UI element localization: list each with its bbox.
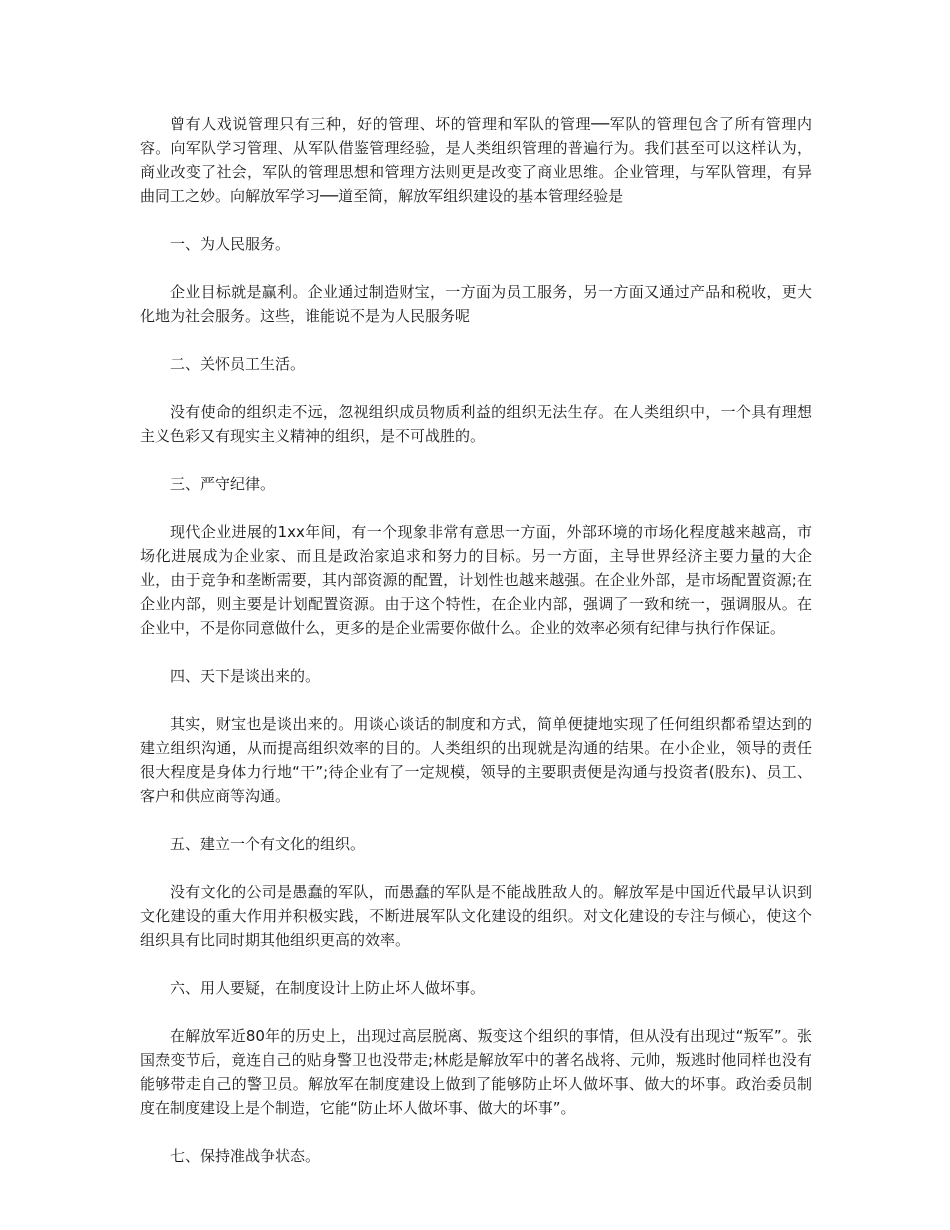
intro-paragraph: 曾有人戏说管理只有三种，好的管理、坏的管理和军队的管理──军队的管理包含了所有管理内容。向军队学习管理、从军队借鉴管理经验，是人类组织管理的普遍行为。我们甚至可以这样认为，商业改变了社会，军队的管理思想和管理方法则更是改变了商业思维。企业管理，与军队管理，有异曲同工之妙。向解放军学习──道至简，解放军组织建设的基本管理经验是 <box>140 115 812 205</box>
section-heading-6: 六、用人要疑，在制度设计上防止坏人做坏事。 <box>170 979 486 997</box>
section-paragraph-6: 在解放军近80年的历史上，出现过高层脱离、叛变这个组织的事情，但从没有出现过“叛军”。张国焘变节后，竟连自己的贴身警卫也没带走;林彪是解放军中的著名战将、元帅，叛逃时他同样也没有能够带走自己的警卫员。解放军在制度建设上做到了能够防止坏人做坏事、做大的坏事。政治委员制度在制度建设上是个制造，它能“防止坏人做坏事、做大的坏事”。 <box>140 1027 812 1117</box>
document-page <box>140 112 812 1192</box>
section-paragraph-2: 没有使命的组织走不远，忽视组织成员物质利益的组织无法生存。在人类组织中，一个具有理想主义色彩又有现实主义精神的组织，是不可战胜的。 <box>140 403 812 445</box>
section-heading-5: 五、建立一个有文化的组织。 <box>170 835 366 853</box>
section-heading-7: 七、保持准战争状态。 <box>170 1147 321 1165</box>
section-heading-4: 四、天下是谈出来的。 <box>170 667 321 685</box>
section-paragraph-4: 其实，财宝也是谈出来的。用谈心谈话的制度和方式，简单便捷地实现了任何组织都希望达到的建立组织沟通，从而提高组织效率的目的。人类组织的出现就是沟通的结果。在小企业，领导的责任很大程度是身体力行地“干”;待企业有了一定规模，领导的主要职责便是沟通与投资者(股东)、员工、客户和供应商等沟通。 <box>140 715 812 805</box>
section-paragraph-1: 企业目标就是赢利。企业通过制造财宝，一方面为员工服务，另一方面又通过产品和税收，更大化地为社会服务。这些，谁能说不是为人民服务呢 <box>140 283 812 325</box>
section-heading-2: 二、关怀员工生活。 <box>170 355 306 373</box>
section-heading-3: 三、严守纪律。 <box>170 475 276 493</box>
section-paragraph-5: 没有文化的公司是愚蠢的军队，而愚蠢的军队是不能战胜敌人的。解放军是中国近代最早认识到文化建设的重大作用并积极实践，不断进展军队文化建设的组织。对文化建设的专注与倾心，使这个组织具有比同时期其他组织更高的效率。 <box>140 883 812 949</box>
section-paragraph-3: 现代企业进展的1xx年间，有一个现象非常有意思一方面，外部环境的市场化程度越来越高，市场化进展成为企业家、而且是政治家追求和努力的目标。另一方面，主导世界经济主要力量的大企业，由于竞争和垄断需要，其内部资源的配置，计划性也越来越强。在企业外部，是市场配置资源;在企业内部，则主要是计划配置资源。由于这个特性，在企业内部，强调了一致和统一，强调服从。在企业中，不是你同意做什么，更多的是企业需要你做什么。企业的效率必须有纪律与执行作保证。 <box>140 523 812 637</box>
section-heading-1: 一、为人民服务。 <box>170 235 291 253</box>
